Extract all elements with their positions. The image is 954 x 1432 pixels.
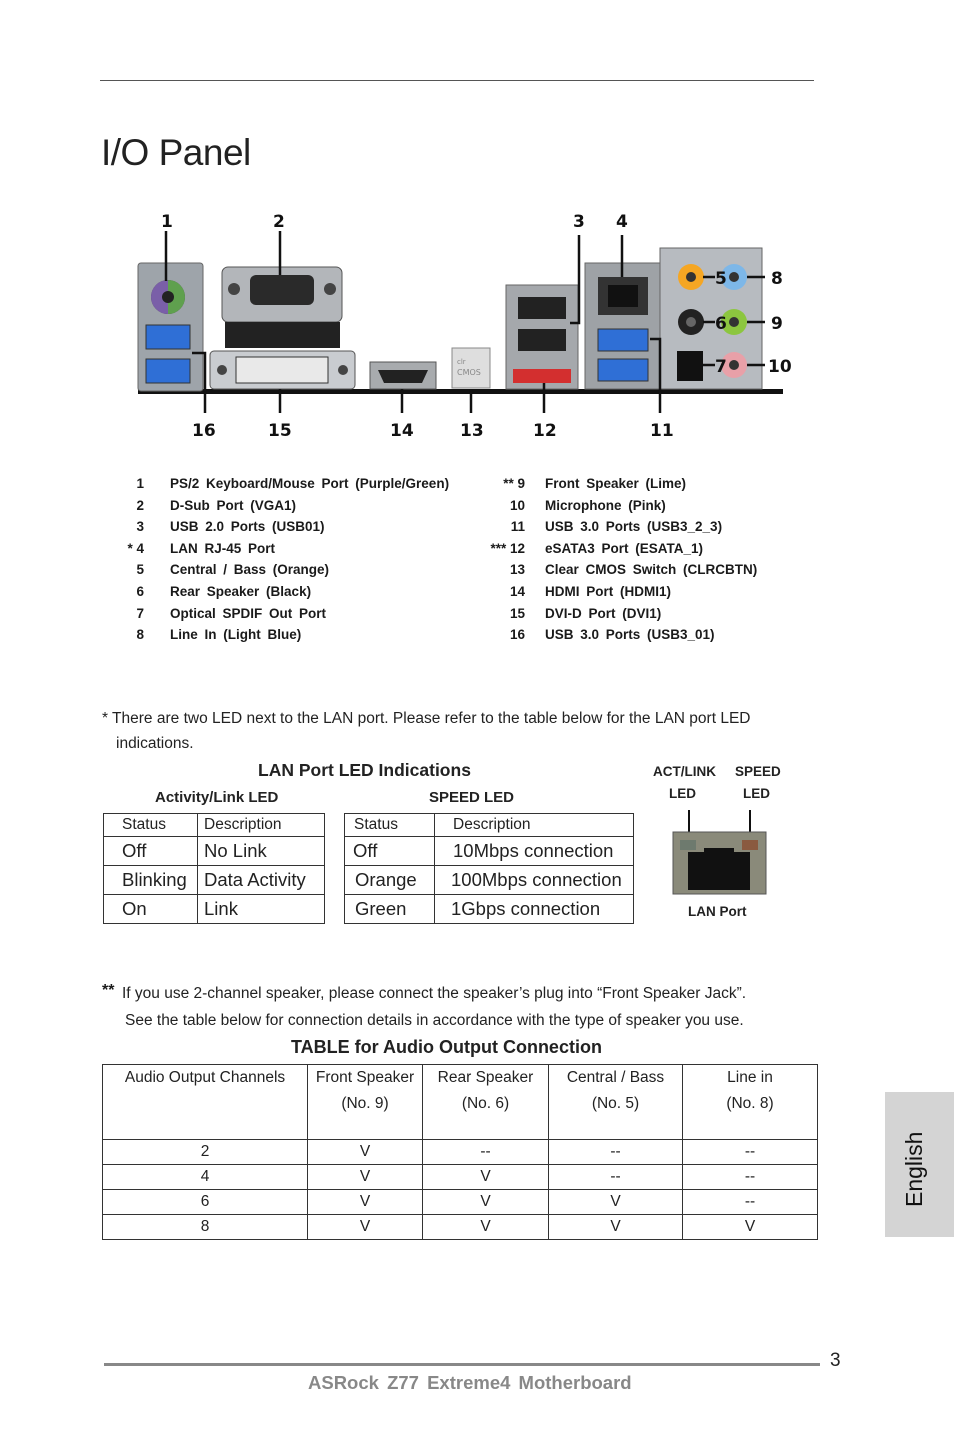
speed-led-icon [742,840,758,850]
legend-text: USB 3.0 Ports (USB3_2_3) [545,519,723,535]
header-line-in: Line in (No. 8) [683,1065,818,1140]
table-header-row [104,814,325,837]
legend-text: Microphone (Pink) [545,497,666,513]
speaker-note-line1: If you use 2-channel speaker, please connect the speaker’s plug into “Front Speaker Jack”. [122,985,747,1002]
act-led-icon [680,840,696,850]
table-header-row [103,1065,818,1140]
table-cell: 4 [103,1165,308,1190]
table-row [103,1140,818,1165]
status-cell: Green [345,895,435,924]
legend-number: * 4 [127,540,144,556]
callout-14: 14 [390,421,414,441]
table-cell: 6 [103,1190,308,1215]
speed-led-title: SPEED LED [429,789,515,806]
clear-cmos-switch [452,348,490,388]
legend-text: DVI-D Port (DVI1) [545,605,662,621]
description-cell: 1Gbps connection [435,895,634,924]
description-cell: 100Mbps connection [435,866,634,895]
cmos-label-2: CMOS [457,368,481,377]
page-title: I/O Panel [101,132,251,173]
lan-usb3-stack [585,263,661,389]
table-cell: V [423,1190,549,1215]
table-cell: V [423,1165,549,1190]
speaker-note-line2: See the table below for connection details in accordance with the type of speaker you use. [125,1012,744,1029]
header-status: Status [104,814,198,837]
led-table-title: LAN Port LED Indications [258,760,471,780]
cmos-label-1: clr [457,358,466,366]
legend-number: ** 9 [503,476,525,491]
table-cell: V [549,1190,683,1215]
table-row [345,837,634,866]
table-row [103,1215,818,1240]
status-cell: Off [345,837,435,866]
legend-number: 14 [509,584,525,599]
language-tab [885,1092,954,1237]
act-led-label: LED [669,786,696,801]
table-cell: 2 [103,1140,308,1165]
legend-number: *** 12 [490,540,525,556]
header-description: Description [435,814,634,837]
table-cell: -- [423,1140,549,1165]
activity-link-title: Activity/Link LED [155,789,279,806]
table-cell: V [308,1165,423,1190]
speed-led-table [344,813,634,924]
legend-number: 16 [509,627,525,643]
legend-text: Central / Bass (Orange) [170,562,330,578]
header-channels: Audio Output Channels [103,1065,308,1140]
legend-text: HDMI Port (HDMI1) [545,584,671,599]
legend-text: LAN RJ-45 Port [170,540,276,556]
legend-number: 3 [136,519,144,535]
legend-text: Line In (Light Blue) [170,627,302,643]
callout-2: 2 [273,212,285,232]
legend-text: eSATA3 Port (ESATA_1) [545,540,704,556]
callout-6: 6 [715,314,727,334]
header-front-speaker: Front Speaker (No. 9) [308,1065,423,1140]
callout-7: 7 [715,357,727,377]
speaker-note-mark: ** [102,982,115,999]
table-cell: -- [549,1165,683,1190]
legend-number: 2 [136,497,144,513]
description-cell: No Link [198,837,325,866]
vga-dvi-connectors [210,267,355,389]
legend-number: 8 [136,627,144,643]
description-cell: Link [198,895,325,924]
legend-number: 10 [509,497,525,513]
table-cell: -- [549,1140,683,1165]
legend-text: Clear CMOS Switch (CLRCBTN) [545,562,758,578]
header-central-bass: Central / Bass (No. 5) [549,1065,683,1140]
callout-4: 4 [616,212,628,232]
status-cell: Blinking [104,866,198,895]
legend-text: Front Speaker (Lime) [545,476,687,491]
status-cell: Off [104,837,198,866]
language-tab-label: English [901,1131,927,1207]
audio-jack-panel [660,248,762,389]
lan-port-led-figure [668,808,772,900]
legend-text: USB 3.0 Ports (USB3_01) [545,627,715,643]
callout-1: 1 [161,212,173,232]
lan-port-caption: LAN Port [688,904,747,919]
callout-5: 5 [715,269,727,289]
lan-note-line2: indications. [116,735,194,752]
header-description: Description [198,814,325,837]
hdmi-connector [370,362,436,389]
callout-10: 10 [768,357,792,377]
table-cell: V [423,1215,549,1240]
legend-text: Optical SPDIF Out Port [170,605,327,621]
speed-led-label: LED [743,786,770,801]
header-rear-speaker: Rear Speaker (No. 6) [423,1065,549,1140]
top-rule [100,80,814,81]
description-cell: Data Activity [198,866,325,895]
status-cell: On [104,895,198,924]
legend-number: 13 [509,562,525,578]
callout-15: 15 [268,421,292,441]
table-cell: V [308,1215,423,1240]
legend-number: 11 [510,519,525,535]
callout-12: 12 [533,421,557,441]
legend-text: PS/2 Keyboard/Mouse Port (Purple/Green) [170,476,450,491]
panel-base [138,389,783,394]
table-row [345,866,634,895]
table-cell: V [308,1190,423,1215]
legend-number: 7 [136,605,144,621]
activity-led-table [103,813,325,924]
lan-note-line1: * There are two LED next to the LAN port. Please refer to the table below for the LAN port LED [102,710,751,727]
legend-number: 15 [509,605,525,621]
table-row [103,1190,818,1215]
callout-13: 13 [460,421,484,441]
page-number: 3 [830,1350,841,1371]
usb2-esata-stack [506,285,578,389]
audio-table-title: TABLE for Audio Output Connection [291,1037,602,1057]
table-row [104,866,325,895]
header-status: Status [345,814,435,837]
callout-9: 9 [771,314,783,334]
legend-number: 6 [136,584,144,599]
footer-rule [104,1363,820,1366]
table-cell: -- [683,1165,818,1190]
ps2-usb-stack [138,263,203,391]
audio-output-table [102,1064,818,1240]
legend-number: 1 [136,476,144,491]
speed-label: SPEED [735,764,781,779]
legend-text: Rear Speaker (Black) [170,584,312,599]
table-row [104,837,325,866]
status-cell: Orange [345,866,435,895]
table-cell: -- [683,1190,818,1215]
legend-text: USB 2.0 Ports (USB01) [170,519,325,535]
callout-11: 11 [650,421,674,441]
callout-3: 3 [573,212,585,232]
table-cell: V [308,1140,423,1165]
table-cell: V [549,1215,683,1240]
callout-8: 8 [771,269,783,289]
footer-text: ASRock Z77 Extreme4 Motherboard [308,1372,632,1393]
table-cell: 8 [103,1215,308,1240]
table-row [103,1165,818,1190]
legend-text: D-Sub Port (VGA1) [170,497,296,513]
callout-16: 16 [192,421,216,441]
table-cell: V [683,1215,818,1240]
legend-number: 5 [136,562,144,578]
table-header-row [345,814,634,837]
io-panel-diagram [130,205,810,455]
description-cell: 10Mbps connection [435,837,634,866]
table-cell: -- [683,1140,818,1165]
act-link-label: ACT/LINK [653,764,716,779]
table-row [104,895,325,924]
table-row [345,895,634,924]
